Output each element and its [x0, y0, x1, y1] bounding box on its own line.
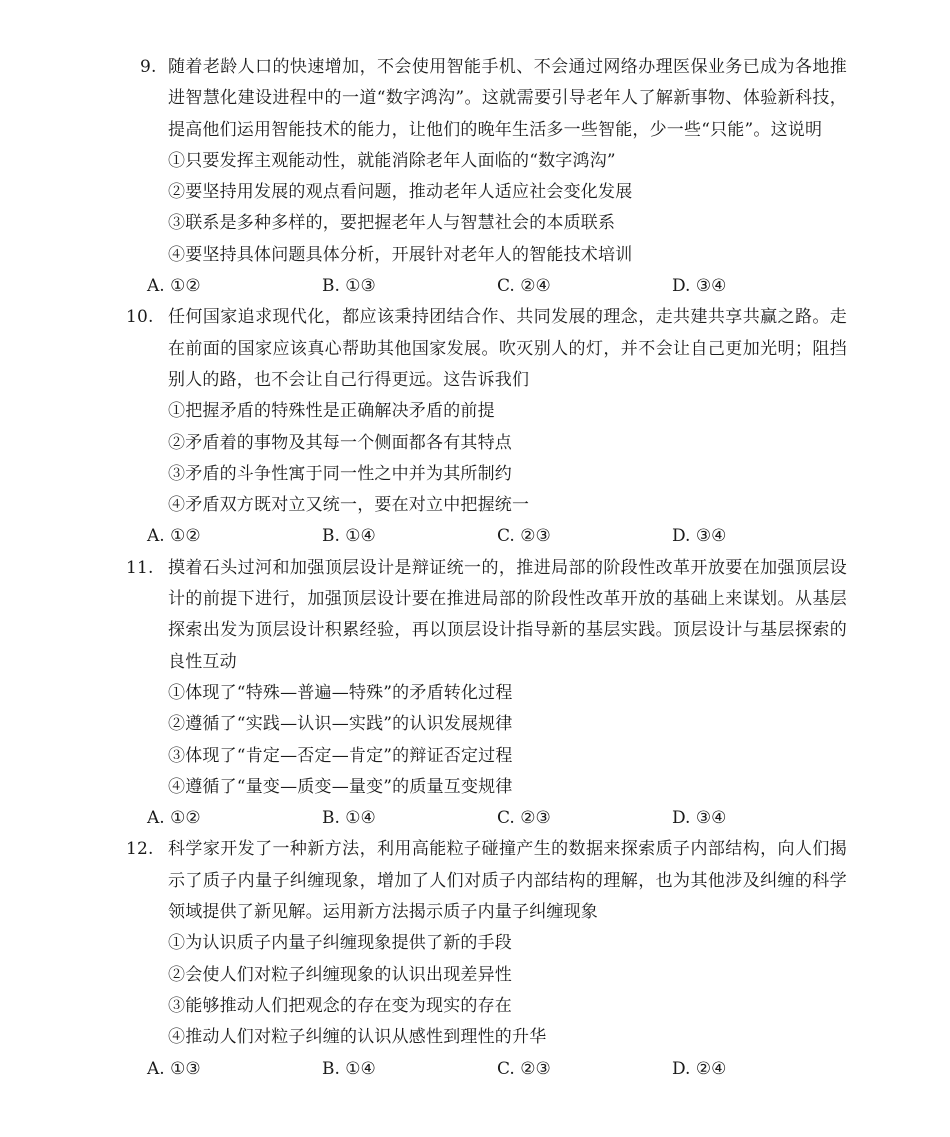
statement-2: ②会使人们对粒子纠缠现象的认识出现差异性: [168, 964, 512, 985]
choice-b: B. ①④: [322, 526, 376, 547]
statement-1: ①只要发挥主观能动性，就能消除老年人面临的“数字鸿沟”: [168, 150, 616, 171]
choice-a: A. ①②: [147, 808, 201, 829]
statement-4: ④推动人们对粒子纠缠的认识从感性到理性的升华: [168, 1027, 547, 1048]
statement-2: ②矛盾着的事物及其每一个侧面都各有其特点: [168, 432, 512, 453]
statement-1: ①把握矛盾的特殊性是正确解决矛盾的前提: [168, 401, 495, 422]
question-number: 9.: [140, 57, 157, 77]
statement-3: ③能够推动人们把观念的存在变为现实的存在: [168, 995, 512, 1016]
answer-choices: [147, 271, 847, 302]
question-9: [140, 52, 847, 302]
question-text: 随着老龄人口的快速增加，不会使用智能手机、不会通过网络办理医保业务已成为各地推进智慧化建设进程中的一道“数字鸿沟”。这就需要引导老年人了解新事物、体验新科技，提高他们运用智能技术的能力，让他们的晚年生活多一些智能，少一些“只能”。这说明: [168, 57, 847, 140]
choice-d: D. ②④: [672, 1058, 727, 1079]
choice-d: D. ③④: [672, 808, 727, 829]
question-11: [126, 553, 847, 835]
statement-1: ①体现了“特殊—普遍—特殊”的矛盾转化过程: [168, 682, 513, 703]
statement-4: ④矛盾双方既对立又统一，要在对立中把握统一: [168, 495, 530, 516]
choice-a: A. ①②: [147, 276, 201, 297]
statement-4: ④要坚持具体问题具体分析，开展针对老年人的智能技术培训: [168, 244, 633, 265]
choice-c: C. ②③: [497, 1058, 551, 1079]
question-text: 摸着石头过河和加强顶层设计是辩证统一的，推进局部的阶段性改革开放要在加强顶层设计的前提下进行，加强顶层设计要在推进局部的阶段性改革开放的基础上来谋划。从基层探索出发为顶层设计积累经验，再以顶层设计指导新的基层实践。顶层设计与基层探索的良性互动: [168, 557, 847, 672]
statement-2: ②要坚持用发展的观点看问题，推动老年人适应社会变化发展: [168, 182, 633, 203]
choice-c: C. ②③: [497, 526, 551, 547]
choice-b: B. ①④: [322, 1058, 376, 1079]
question-list: [126, 52, 847, 1085]
statement-4: ④遵循了“量变—质变—量变”的质量互变规律: [168, 776, 513, 797]
statement-3: ③联系是多种多样的，要把握老年人与智慧社会的本质联系: [168, 213, 616, 234]
choice-d: D. ③④: [672, 276, 727, 297]
question-10: [126, 302, 847, 552]
question-text: 任何国家追求现代化，都应该秉持团结合作、共同发展的理念，走共建共享共赢之路。走在前面的国家应该真心帮助其他国家发展。吹灭别人的灯，并不会让自己更加光明；阻挡别人的路，也不会让自己行得更远。这告诉我们: [168, 307, 847, 390]
question-number: 10.: [126, 307, 154, 328]
choice-c: C. ②③: [497, 808, 551, 829]
choice-a: A. ①③: [147, 1058, 201, 1079]
statement-1: ①为认识质子内量子纠缠现象提供了新的手段: [168, 933, 512, 954]
question-stem: [126, 302, 847, 396]
choice-c: C. ②④: [497, 276, 551, 297]
choice-d: D. ③④: [672, 526, 727, 547]
question-stem: [126, 834, 847, 928]
question-stem: [140, 52, 847, 146]
answer-choices: [147, 521, 847, 552]
question-number: 11.: [126, 557, 154, 578]
answer-choices: [147, 803, 847, 834]
statement-3: ③矛盾的斗争性寓于同一性之中并为其所制约: [168, 463, 512, 484]
statement-3: ③体现了“肯定—否定—肯定”的辩证否定过程: [168, 745, 513, 766]
question-12: [126, 834, 847, 1084]
question-stem: [126, 553, 847, 678]
answer-choices: [147, 1054, 847, 1085]
choice-a: A. ①②: [147, 526, 201, 547]
statement-2: ②遵循了“实践—认识—实践”的认识发展规律: [168, 714, 513, 735]
choice-b: B. ①③: [322, 276, 376, 297]
choice-b: B. ①④: [322, 808, 376, 829]
question-number: 12.: [126, 839, 154, 860]
question-text: 科学家开发了一种新方法，利用高能粒子碰撞产生的数据来探索质子内部结构，向人们揭示了质子内量子纠缠现象，增加了人们对质子内部结构的理解，也为其他涉及纠缠的科学领域提供了新见解。运用新方法揭示质子内量子纠缠现象: [168, 839, 847, 923]
